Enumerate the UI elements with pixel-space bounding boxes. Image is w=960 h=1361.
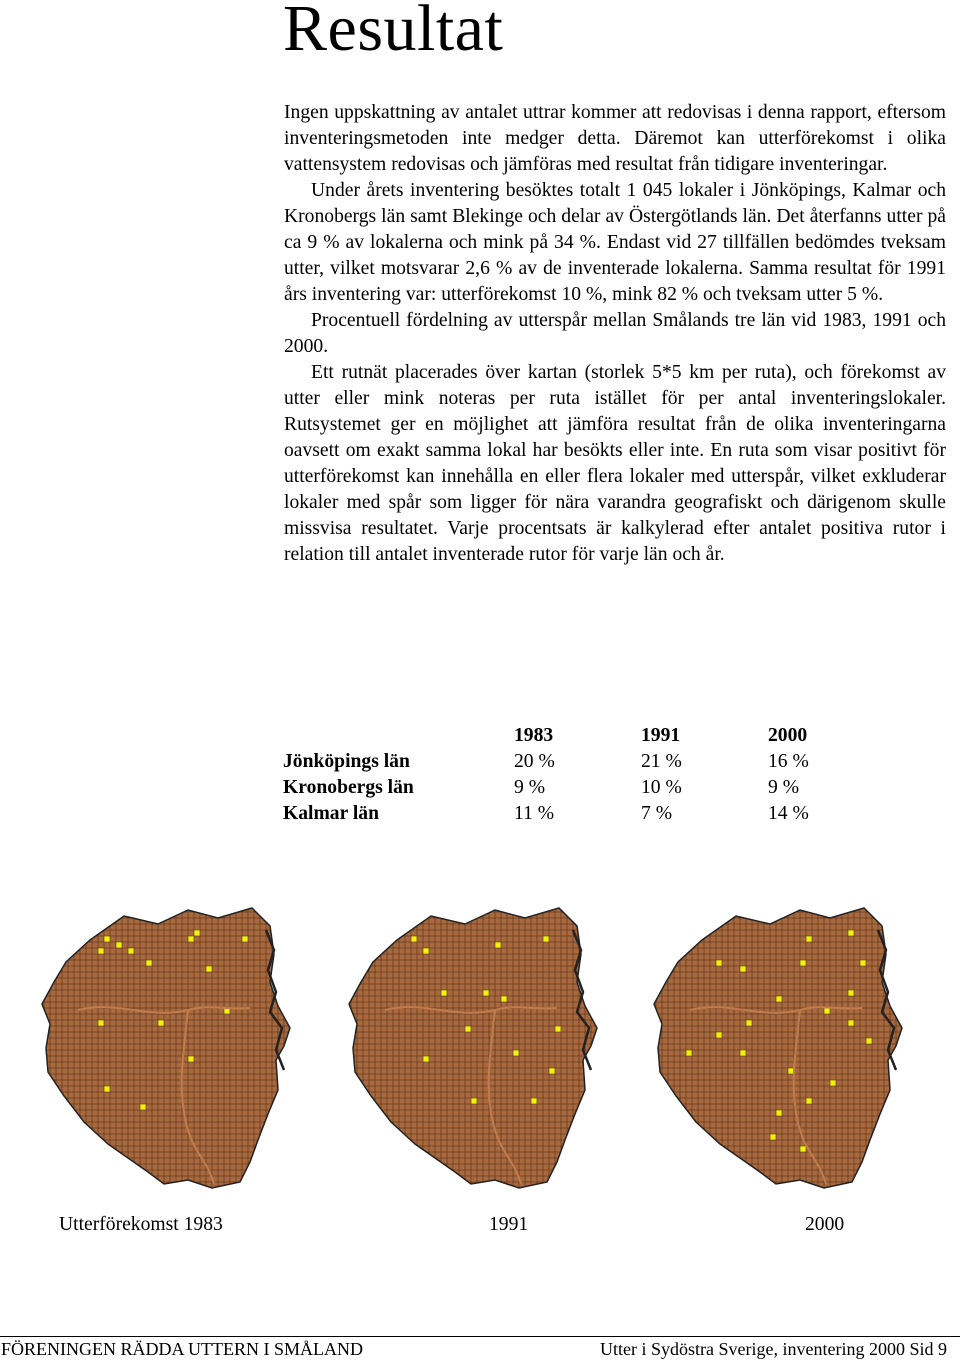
table-row <box>283 775 848 801</box>
table-header-row <box>283 723 848 749</box>
table-cell: 9 % <box>514 777 546 798</box>
otter-positive-cell <box>848 930 854 936</box>
footer-report-page: Utter i Sydöstra Sverige, inventering 2000 Sid 9 <box>600 1339 947 1359</box>
table-year-header: 1991 <box>641 725 681 746</box>
table-year-header: 1983 <box>514 725 554 746</box>
paragraph-table-caption: Procentuell fördelning av utterspår mellan Smålands tre län vid 1983, 1991 och 2000. <box>284 310 946 357</box>
map-grid <box>38 900 338 1200</box>
paragraph-grid-method: Ett rutnät placerades över kartan (storlek 5*5 km per ruta), och förekomst av utter eller mink noteras per ruta istället för per antal inventeringslokaler. Rutsystemet ger en möjlighet att jämföra resultat från de olika inventeringarna oavsett om exakt samma lokal har besökts eller inte. En ruta som visar positivt för utterförekomst kan innehålla en eller flera lokaler med utterspår, vilket exkluderar lokaler med spår som ligger för nära varandra geografiskt och därigenom skulle missvisa resultatet. Varje procentsats är kalkylerad efter antalet positiva rutor i relation till antalet inventerade rutor för varje län och år. <box>284 362 946 565</box>
otter-positive-cell <box>716 960 722 966</box>
otter-positive-cell <box>465 1026 471 1032</box>
otter-positive-cell <box>740 966 746 972</box>
otter-distribution-maps <box>38 900 960 1200</box>
otter-positive-cell <box>806 936 812 942</box>
otter-positive-cell <box>549 1068 555 1074</box>
table-row <box>283 749 848 775</box>
otter-positive-cell <box>146 960 152 966</box>
map-grid <box>650 900 950 1200</box>
otter-map-2000 <box>650 900 950 1200</box>
otter-positive-cell <box>158 1020 164 1026</box>
otter-positive-cell <box>104 1086 110 1092</box>
page-title: Resultat <box>283 0 504 65</box>
table-year-header: 2000 <box>768 725 808 746</box>
otter-map-1991 <box>345 900 645 1200</box>
otter-positive-cell <box>746 1020 752 1026</box>
table-county-label: Kronobergs län <box>283 777 414 798</box>
table-county-label: Kalmar län <box>283 803 379 824</box>
otter-positive-cell <box>495 942 501 948</box>
otter-positive-cell <box>116 942 122 948</box>
footer-divider <box>0 1336 960 1337</box>
otter-percentage-table <box>283 723 848 827</box>
otter-positive-cell <box>242 936 248 942</box>
table-cell: 7 % <box>641 803 673 824</box>
otter-positive-cell <box>188 1056 194 1062</box>
otter-positive-cell <box>776 996 782 1002</box>
otter-positive-cell <box>824 1008 830 1014</box>
otter-positive-cell <box>866 1038 872 1044</box>
otter-positive-cell <box>104 936 110 942</box>
otter-positive-cell <box>423 948 429 954</box>
otter-positive-cell <box>770 1134 776 1140</box>
footer-organization: FÖRENINGEN RÄDDA UTTERN I SMÅLAND <box>1 1339 363 1359</box>
otter-positive-cell <box>128 948 134 954</box>
otter-positive-cell <box>423 1056 429 1062</box>
otter-positive-cell <box>501 996 507 1002</box>
table-cell: 11 % <box>514 803 555 824</box>
otter-positive-cell <box>98 948 104 954</box>
otter-positive-cell <box>140 1104 146 1110</box>
otter-positive-cell <box>543 936 549 942</box>
otter-positive-cell <box>848 1020 854 1026</box>
paragraph-intro: Ingen uppskattning av antalet uttrar kommer att redovisas i denna rapport, eftersom inventeringsmetoden inte medger detta. Däremot kan utterförekomst i olika vattensystem redovisas och jämföras med resultat från tidigare inventeringar. <box>284 102 946 175</box>
table-cell: 10 % <box>641 777 682 798</box>
table-cell: 20 % <box>514 751 555 772</box>
table-county-label: Jönköpings län <box>283 751 410 772</box>
paragraph-survey-results: Under årets inventering besöktes totalt 1 045 lokaler i Jönköpings, Kalmar och Kronobergs län samt Blekinge och delar av Östergötlands län. Det återfanns utter på ca 9 % av lokalerna och mink på 34 %. Endast vid 27 tillfällen bedömdes tveksam utter, vilket motsvarar 2,6 % av de inventerade lokalerna. Samma resultat för 1991 års inventering var: utterförekomst 10 %, mink 82 % och tveksam utter 5 %. <box>284 180 946 305</box>
otter-positive-cell <box>531 1098 537 1104</box>
otter-positive-cell <box>513 1050 519 1056</box>
otter-positive-cell <box>555 1026 561 1032</box>
map-caption-1991: 1991 <box>489 1214 529 1235</box>
otter-positive-cell <box>686 1050 692 1056</box>
otter-positive-cell <box>194 930 200 936</box>
otter-positive-cell <box>806 1098 812 1104</box>
table-cell: 14 % <box>768 803 809 824</box>
table-row <box>283 801 848 827</box>
otter-positive-cell <box>860 960 866 966</box>
map-grid <box>345 900 645 1200</box>
otter-positive-cell <box>483 990 489 996</box>
otter-positive-cell <box>716 1032 722 1038</box>
otter-positive-cell <box>800 1146 806 1152</box>
map-caption-1983: Utterförekomst 1983 <box>59 1214 223 1235</box>
otter-positive-cell <box>740 1050 746 1056</box>
otter-positive-cell <box>206 966 212 972</box>
otter-positive-cell <box>411 936 417 942</box>
otter-positive-cell <box>188 936 194 942</box>
otter-map-1983 <box>38 900 338 1200</box>
table-cell: 16 % <box>768 751 809 772</box>
map-caption-2000: 2000 <box>805 1214 845 1235</box>
body-text <box>284 100 946 568</box>
table-cell: 21 % <box>641 751 682 772</box>
table-cell: 9 % <box>768 777 800 798</box>
otter-positive-cell <box>848 990 854 996</box>
otter-positive-cell <box>441 990 447 996</box>
otter-positive-cell <box>471 1098 477 1104</box>
otter-positive-cell <box>98 1020 104 1026</box>
otter-positive-cell <box>830 1080 836 1086</box>
otter-positive-cell <box>776 1110 782 1116</box>
otter-positive-cell <box>800 960 806 966</box>
